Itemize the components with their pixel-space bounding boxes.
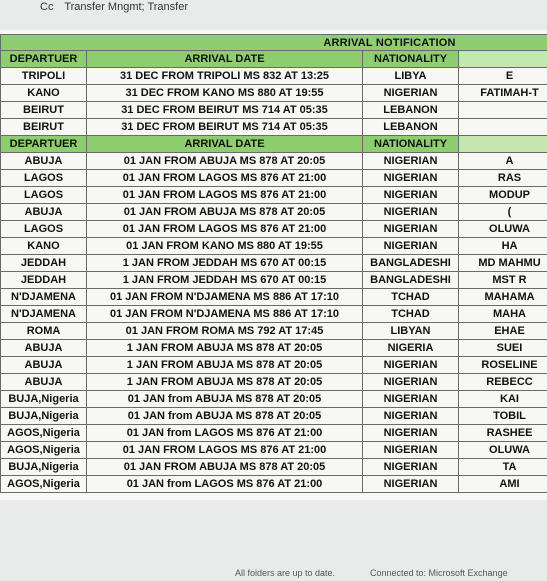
table-row [1,85,547,102]
table-row [1,153,547,170]
header-row [1,51,547,68]
nationality-cell[interactable]: NIGERIA [363,340,459,357]
departure-cell[interactable]: ABUJA [1,340,87,357]
passenger-name-cell[interactable]: OLUWA [459,442,547,459]
table-row [1,272,547,289]
arrival-date-cell[interactable]: 31 DEC FROM TRIPOLI MS 832 AT 13:25 [87,68,363,85]
table-row [1,68,547,85]
column-header[interactable]: DEPARTUER [1,136,87,153]
nationality-cell[interactable]: NIGERIAN [363,476,459,493]
passenger-name-cell[interactable]: REBECC [459,374,547,391]
nationality-cell[interactable]: LIBYAN [363,323,459,340]
passenger-name-cell[interactable]: SUEI [459,340,547,357]
table-row [1,374,547,391]
arrival-date-cell[interactable]: 01 JAN FROM LAGOS MS 876 AT 21:00 [87,221,363,238]
arrival-date-cell[interactable]: 31 DEC FROM BEIRUT MS 714 AT 05:35 [87,119,363,136]
table-row [1,187,547,204]
arrival-date-cell[interactable]: 01 JAN from LAGOS MS 876 AT 21:00 [87,425,363,442]
passenger-name-cell[interactable]: TOBIL [459,408,547,425]
passenger-name-cell[interactable]: KAI [459,391,547,408]
arrival-date-cell[interactable]: 01 JAN FROM ROMA MS 792 AT 17:45 [87,323,363,340]
departure-cell[interactable]: BUJA,Nigeria [1,391,87,408]
departure-cell[interactable]: BUJA,Nigeria [1,459,87,476]
table-row [1,306,547,323]
departure-cell[interactable]: LAGOS [1,221,87,238]
column-header[interactable] [459,136,547,153]
passenger-name-cell[interactable]: RAS [459,170,547,187]
passenger-name-cell[interactable]: TA [459,459,547,476]
table-row [1,459,547,476]
departure-cell[interactable]: JEDDAH [1,272,87,289]
departure-cell[interactable]: BUJA,Nigeria [1,408,87,425]
departure-cell[interactable]: BEIRUT [1,102,87,119]
passenger-name-cell[interactable]: FATIMAH-T [459,85,547,102]
table-row [1,238,547,255]
header-row [1,136,547,153]
column-header[interactable]: ARRIVAL DATE [87,51,363,68]
arrival-date-cell[interactable]: 01 JAN FROM LAGOS MS 876 AT 21:00 [87,187,363,204]
passenger-name-cell[interactable] [459,102,547,119]
passenger-name-cell[interactable]: AMI [459,476,547,493]
table-row [1,255,547,272]
passenger-name-cell[interactable]: ( [459,204,547,221]
departure-cell[interactable]: KANO [1,85,87,102]
departure-cell[interactable]: LAGOS [1,187,87,204]
arrival-date-cell[interactable]: 1 JAN FROM ABUJA MS 878 AT 20:05 [87,340,363,357]
banner-title[interactable]: ARRIVAL NOTIFICATION [1,35,547,51]
table-row [1,476,547,493]
column-header[interactable]: NATIONALITY [363,136,459,153]
passenger-name-cell[interactable]: MST R [459,272,547,289]
nationality-cell[interactable]: NIGERIAN [363,153,459,170]
departure-cell[interactable]: BEIRUT [1,119,87,136]
arrival-date-cell[interactable]: 31 DEC FROM KANO MS 880 AT 19:55 [87,85,363,102]
table-row [1,357,547,374]
nationality-cell[interactable]: LIBYA [363,68,459,85]
table-row [1,442,547,459]
table-row [1,340,547,357]
table-row [1,221,547,238]
arrival-date-cell[interactable]: 01 JAN FROM ABUJA MS 878 AT 20:05 [87,459,363,476]
passenger-name-cell[interactable]: MAHA [459,306,547,323]
status-bar [0,566,547,581]
table-row [1,289,547,306]
status-sync: All folders are up to date. [235,568,336,578]
passenger-name-cell[interactable]: MAHAMA [459,289,547,306]
arrival-date-cell[interactable]: 01 JAN from ABUJA MS 878 AT 20:05 [87,391,363,408]
departure-cell[interactable]: JEDDAH [1,255,87,272]
arrival-date-cell[interactable]: 01 JAN FROM N'DJAMENA MS 886 AT 17:10 [87,289,363,306]
nationality-cell[interactable]: TCHAD [363,306,459,323]
arrival-sheet [0,30,547,500]
nationality-cell[interactable]: NIGERIAN [363,459,459,476]
banner-row [1,35,547,51]
table-row [1,391,547,408]
passenger-name-cell[interactable]: MODUP [459,187,547,204]
departure-cell[interactable]: N'DJAMENA [1,289,87,306]
arrival-date-cell[interactable]: 01 JAN FROM KANO MS 880 AT 19:55 [87,238,363,255]
departure-cell[interactable]: AGOS,Nigeria [1,425,87,442]
departure-cell[interactable]: AGOS,Nigeria [1,476,87,493]
table-row [1,323,547,340]
arrival-date-cell[interactable]: 31 DEC FROM BEIRUT MS 714 AT 05:35 [87,102,363,119]
departure-cell[interactable]: ROMA [1,323,87,340]
nationality-cell[interactable]: NIGERIAN [363,374,459,391]
departure-cell[interactable]: ABUJA [1,357,87,374]
arrival-date-cell[interactable]: 01 JAN FROM LAGOS MS 876 AT 21:00 [87,170,363,187]
nationality-cell[interactable]: NIGERIAN [363,425,459,442]
departure-cell[interactable]: AGOS,Nigeria [1,442,87,459]
nationality-cell[interactable]: NIGERIAN [363,170,459,187]
table-row [1,170,547,187]
nationality-cell[interactable]: NIGERIAN [363,408,459,425]
arrival-date-cell[interactable]: 01 JAN FROM N'DJAMENA MS 886 AT 17:10 [87,306,363,323]
passenger-name-cell[interactable]: A [459,153,547,170]
column-header[interactable] [459,51,547,68]
nationality-cell[interactable]: LEBANON [363,102,459,119]
table-row [1,102,547,119]
column-header[interactable]: ARRIVAL DATE [87,136,363,153]
nationality-cell[interactable]: NIGERIAN [363,221,459,238]
cc-line [40,1,188,13]
nationality-cell[interactable]: NIGERIAN [363,85,459,102]
passenger-name-cell[interactable]: RASHEE [459,425,547,442]
nationality-cell[interactable]: LEBANON [363,119,459,136]
arrival-date-cell[interactable]: 1 JAN FROM ABUJA MS 878 AT 20:05 [87,374,363,391]
arrival-date-cell[interactable]: 1 JAN FROM ABUJA MS 878 AT 20:05 [87,357,363,374]
table-row [1,408,547,425]
nationality-cell[interactable]: TCHAD [363,289,459,306]
arrival-date-cell[interactable]: 1 JAN FROM JEDDAH MS 670 AT 00:15 [87,272,363,289]
departure-cell[interactable]: KANO [1,238,87,255]
cc-label: Cc [40,1,54,13]
passenger-name-cell[interactable]: ROSELINE [459,357,547,374]
arrival-date-cell[interactable]: 01 JAN FROM LAGOS MS 876 AT 21:00 [87,442,363,459]
cc-recipients[interactable]: Transfer Mngmt; Transfer [64,1,188,13]
passenger-name-cell[interactable]: MD MAHMU [459,255,547,272]
nationality-cell[interactable]: NIGERIAN [363,442,459,459]
column-header[interactable]: DEPARTUER [1,51,87,68]
column-header[interactable]: NATIONALITY [363,51,459,68]
table-row [1,204,547,221]
table-row [1,425,547,442]
nationality-cell[interactable]: BANGLADESHI [363,255,459,272]
nationality-cell[interactable]: NIGERIAN [363,357,459,374]
departure-cell[interactable]: ABUJA [1,153,87,170]
departure-cell[interactable]: ABUJA [1,374,87,391]
departure-cell[interactable]: ABUJA [1,204,87,221]
arrival-date-cell[interactable]: 01 JAN FROM ABUJA MS 878 AT 20:05 [87,204,363,221]
passenger-name-cell[interactable]: HA [459,238,547,255]
arrival-date-cell[interactable]: 1 JAN FROM JEDDAH MS 670 AT 00:15 [87,255,363,272]
nationality-cell[interactable]: NIGERIAN [363,391,459,408]
passenger-name-cell[interactable]: E [459,68,547,85]
passenger-name-cell[interactable]: OLUWA [459,221,547,238]
nationality-cell[interactable]: NIGERIAN [363,204,459,221]
nationality-cell[interactable]: BANGLADESHI [363,272,459,289]
table-row [1,119,547,136]
passenger-name-cell[interactable]: EHAE [459,323,547,340]
arrival-date-cell[interactable]: 01 JAN FROM ABUJA MS 878 AT 20:05 [87,153,363,170]
passenger-name-cell[interactable] [459,119,547,136]
departure-cell[interactable]: TRIPOLI [1,68,87,85]
departure-cell[interactable]: N'DJAMENA [1,306,87,323]
nationality-cell[interactable]: NIGERIAN [363,187,459,204]
nationality-cell[interactable]: NIGERIAN [363,238,459,255]
arrival-date-cell[interactable]: 01 JAN from ABUJA MS 878 AT 20:05 [87,408,363,425]
departure-cell[interactable]: LAGOS [1,170,87,187]
status-connection: Connected to: Microsoft Exchange [370,568,508,578]
arrival-date-cell[interactable]: 01 JAN from LAGOS MS 876 AT 21:00 [87,476,363,493]
arrival-table [0,34,547,493]
